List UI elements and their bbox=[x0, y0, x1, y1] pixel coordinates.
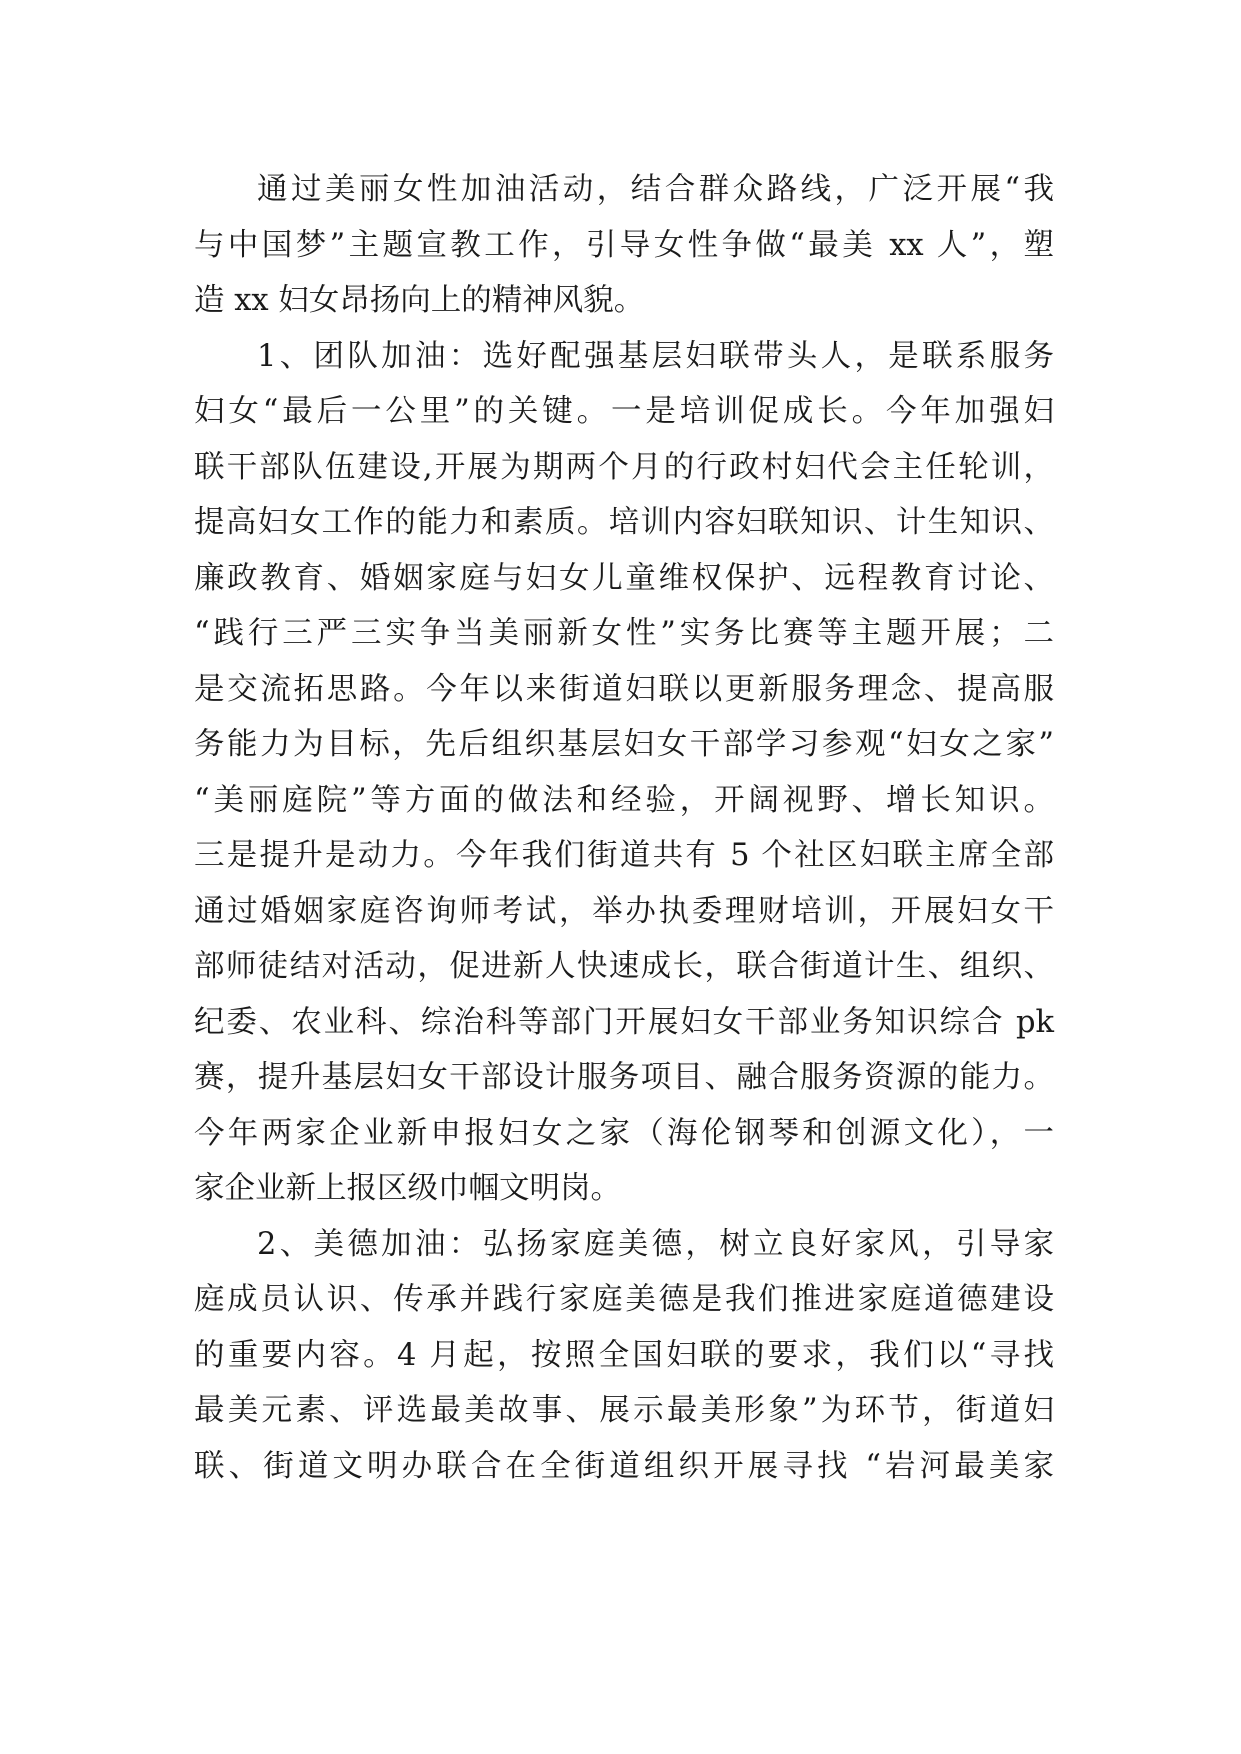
paragraph-line: 今年两家企业新申报妇女之家（海伦钢琴和创源文化），一 bbox=[194, 1115, 1054, 1151]
paragraph-line: “美丽庭院”等方面的做法和经验，开阔视野、增长知识。 bbox=[194, 782, 1054, 818]
paragraph-line: 部师徒结对活动，促进新人快速成长，联合街道计生、组织、 bbox=[194, 949, 1054, 984]
paragraph-line: 的重要内容。4 月起，按照全国妇联的要求，我们以“寻找 bbox=[194, 1337, 1054, 1373]
paragraph-line: 妇女“最后一公里”的关键。一是培训促成长。今年加强妇 bbox=[194, 394, 1054, 429]
paragraph-line: 通过婚姻家庭咨询师考试，举办执委理财培训，开展妇女干 bbox=[194, 893, 1054, 929]
paragraph-line: 1、团队加油：选好配强基层妇联带头人，是联系服务 bbox=[257, 338, 1054, 374]
paragraph-line: 纪委、农业科、综治科等部门开展妇女干部业务知识综合 pk bbox=[194, 1004, 1054, 1040]
paragraph-line: 是交流拓思路。今年以来街道妇联以更新服务理念、提高服 bbox=[194, 671, 1054, 707]
paragraph-line: 提高妇女工作的能力和素质。培训内容妇联知识、计生知识、 bbox=[194, 505, 1054, 540]
paragraph-line: 与中国梦”主题宣教工作，引导女性争做“最美 xx 人”，塑 bbox=[194, 227, 1054, 263]
paragraph-line: 造 xx 妇女昂扬向上的精神风貌。 bbox=[194, 283, 645, 318]
paragraph-line: 庭成员认识、传承并践行家庭美德是我们推进家庭道德建设 bbox=[194, 1282, 1054, 1317]
paragraph-line: 2、美德加油：弘扬家庭美德，树立良好家风，引导家 bbox=[257, 1226, 1054, 1262]
document-body bbox=[194, 162, 1054, 1494]
paragraph-line: 联干部队伍建设,开展为期两个月的行政村妇代会主任轮训， bbox=[194, 449, 1054, 485]
paragraph-line: 务能力为目标，先后组织基层妇女干部学习参观“妇女之家” bbox=[194, 727, 1054, 762]
paragraph-line: 联、街道文明办联合在全街道组织开展寻找 “岩河最美家 bbox=[194, 1448, 1054, 1484]
paragraph-line: 家企业新上报区级巾帼文明岗。 bbox=[194, 1171, 621, 1206]
paragraph-line: “践行三严三实争当美丽新女性”实务比赛等主题开展；二 bbox=[194, 616, 1054, 651]
paragraph-line: 三是提升是动力。今年我们街道共有 5 个社区妇联主席全部 bbox=[194, 838, 1054, 873]
paragraph-line: 廉政教育、婚姻家庭与妇女儿童维权保护、远程教育讨论、 bbox=[194, 560, 1054, 596]
paragraph-line: 最美元素、评选最美故事、展示最美形象”为环节，街道妇 bbox=[194, 1393, 1054, 1428]
paragraph-line: 赛，提升基层妇女干部设计服务项目、融合服务资源的能力。 bbox=[194, 1060, 1054, 1095]
paragraph-line: 通过美丽女性加油活动，结合群众路线，广泛开展“我 bbox=[257, 172, 1054, 207]
